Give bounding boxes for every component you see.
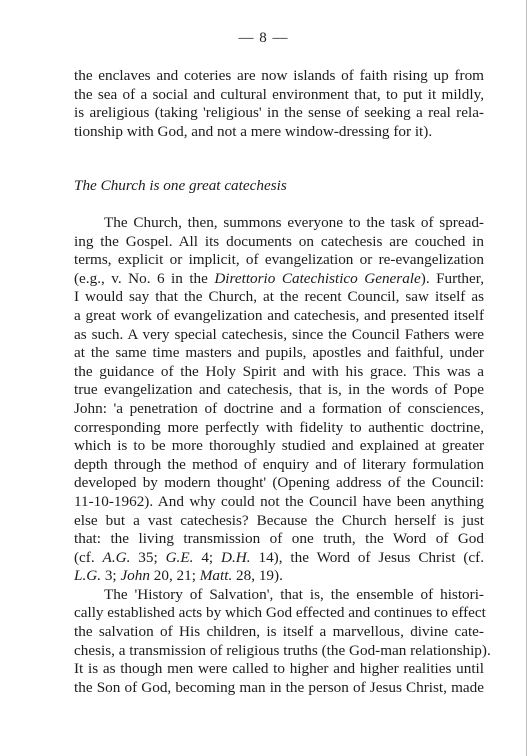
text-line <box>74 270 484 289</box>
intro-paragraph <box>74 67 484 141</box>
body-paragraph <box>74 214 491 697</box>
text-line: is areligious (taking 'religious' in the sense of seeking a real rela- <box>74 104 484 122</box>
citation-abbrev: John <box>120 567 150 585</box>
text-line: ing the Gospel. All its documents on catechesis are couched in <box>74 232 484 250</box>
text-line: else but a vast catechesis? Because the Church herself is just <box>74 511 484 529</box>
page-number: — 8 — <box>238 30 289 46</box>
text-line: tionship with God, and not a mere window-dressing for it). <box>74 122 433 140</box>
text-line: a great work of evangelization and catechesis, and presented itself <box>74 306 484 324</box>
text-line: the guidance of the Holy Spirit and with his grace. This was a <box>74 362 484 380</box>
text-line: developed by modern thought' (Opening address of the Council: <box>74 474 484 492</box>
text-run: 35; <box>130 548 166 566</box>
text-line: It is as though men were called to higher and higher realities until <box>74 660 484 678</box>
text-line: terms, explicit or implicit, of evangelization or re-evangelization <box>74 251 484 269</box>
section-heading: The Church is one great catechesis <box>74 177 287 194</box>
text-run: (e.g., v. No. 6 in the <box>74 269 215 287</box>
citation-abbrev: D.H. <box>221 548 251 566</box>
italic-title: Direttorio Catechistico Generale <box>214 269 421 287</box>
text-line: which is to be more thoroughly studied and explained at greater <box>74 437 484 455</box>
text-line: that: the living transmission of one truth, the Word of God <box>74 530 484 548</box>
text-line: corresponding more perfectly with fidelity to authentic doctrine, <box>74 418 484 436</box>
text-line: depth through the method of enquiry and of literary formulation <box>74 455 484 473</box>
citation-abbrev: G.E. <box>165 548 194 566</box>
text-line: the sea of a social and cultural environment that, to put it mildly, <box>74 85 484 103</box>
text-line: at the same time masters and pupils, apostles and faithful, under <box>74 344 484 362</box>
text-line: The 'History of Salvation', that is, the ensemble of histori- <box>104 585 484 603</box>
text-line: chesis, a transmission of religious truths (the God-man relationship). <box>74 641 491 659</box>
text-run: 20, 21; <box>149 567 200 585</box>
citation-abbrev: A.G. <box>102 548 131 566</box>
text-line: cally established acts by which God effected and continues to effect <box>74 604 486 622</box>
text-line: 11-10-1962). And why could not the Council have been anything <box>74 492 484 510</box>
text-line: John: 'a penetration of doctrine and a formation of consciences, <box>74 399 484 417</box>
citation-abbrev: Matt. <box>199 567 233 585</box>
text-run: (cf. <box>74 548 103 566</box>
text-run: 14), the Word of Jesus Christ (cf. <box>250 548 484 566</box>
text-line: the Son of God, becoming man in the person of Jesus Christ, made <box>74 678 484 696</box>
text-run: ). Further, <box>420 269 484 287</box>
text-line: The Church, then, summons everyone to the task of spread- <box>104 214 484 231</box>
text-line: I would say that the Church, at the recent Council, saw itself as <box>74 288 484 306</box>
text-line: the enclaves and coteries are now islands of faith rising up from <box>74 67 484 84</box>
text-line <box>74 567 484 586</box>
text-line <box>74 549 484 568</box>
text-run: 3; <box>101 567 121 585</box>
text-line: the salvation of His children, is itself a marvellous, divine cate- <box>74 623 484 641</box>
text-line: as such. A very special catechesis, since the Council Fathers were <box>74 325 484 343</box>
citation-abbrev: L.G. <box>74 567 102 585</box>
text-run: 28, 19). <box>232 567 283 585</box>
text-run: 4; <box>193 548 222 566</box>
text-line: true evangelization and catechesis, that is, in the words of Pope <box>74 381 484 399</box>
